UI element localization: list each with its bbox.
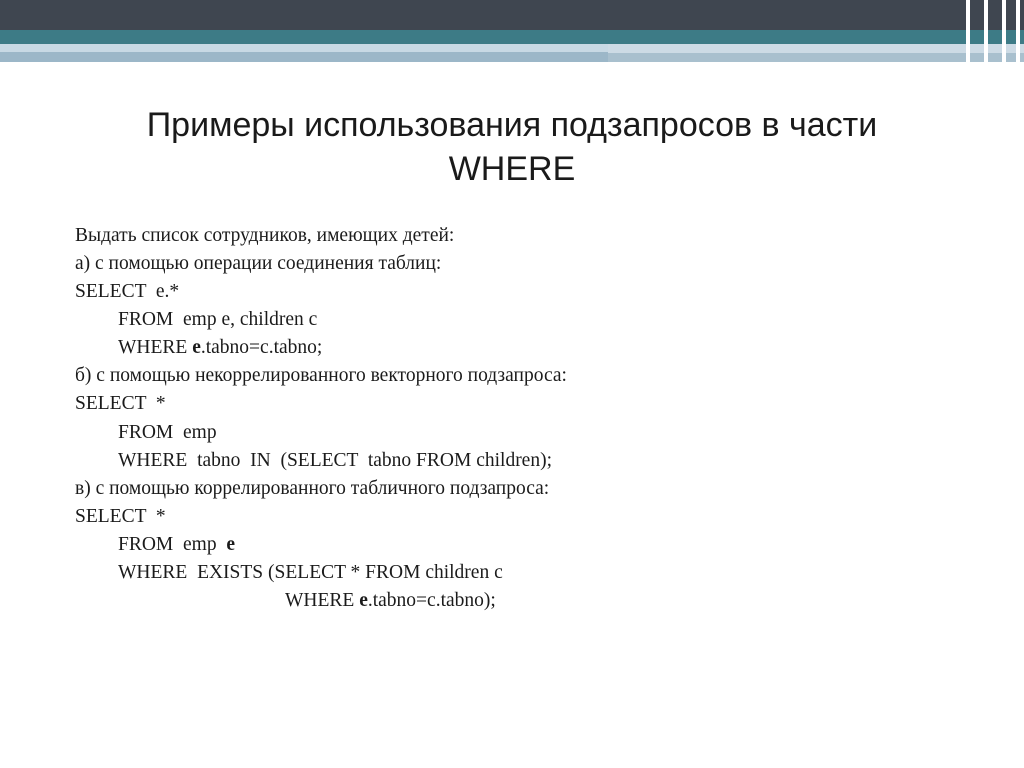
banner-teal-stripe bbox=[0, 30, 1024, 44]
body-line: WHERE tabno IN (SELECT tabno FROM children); bbox=[118, 449, 552, 471]
banner-light-stripe bbox=[0, 44, 608, 52]
banner-dark-stripe bbox=[0, 0, 1024, 30]
banner-tick-3 bbox=[1002, 0, 1006, 62]
body-line: б) с помощью некоррелированного векторного подзапроса: bbox=[75, 365, 567, 387]
body-line: SELECT * bbox=[75, 505, 166, 527]
body-line: FROM emp e bbox=[118, 533, 236, 555]
body-line: WHERE e.tabno=c.tabno; bbox=[118, 337, 323, 359]
decorative-header-banner bbox=[0, 0, 1024, 72]
body-line: в) с помощью коррелированного табличного подзапроса: bbox=[75, 477, 550, 499]
banner-tick-1 bbox=[966, 0, 970, 62]
slide-title: Примеры использования подзапросов в части WHERE bbox=[146, 106, 878, 188]
body-line: FROM emp e, children c bbox=[118, 309, 318, 331]
body-line: WHERE EXISTS (SELECT * FROM children c bbox=[118, 561, 503, 583]
body-line: SELECT e.* bbox=[75, 281, 180, 303]
body-line: а) с помощью операции соединения таблиц: bbox=[75, 253, 442, 275]
body-line: Выдать список сотрудников, имеющих детей: bbox=[75, 225, 455, 246]
body-line: WHERE e.tabno=c.tabno); bbox=[285, 590, 496, 612]
banner-tick-2 bbox=[984, 0, 988, 62]
body-line: FROM emp bbox=[118, 421, 217, 443]
banner-tick-4 bbox=[1016, 0, 1020, 62]
body-line: SELECT * bbox=[75, 393, 166, 415]
slide-body bbox=[75, 222, 955, 615]
banner-right-stripe-light bbox=[608, 44, 1024, 53]
banner-mid-stripe bbox=[0, 52, 608, 62]
